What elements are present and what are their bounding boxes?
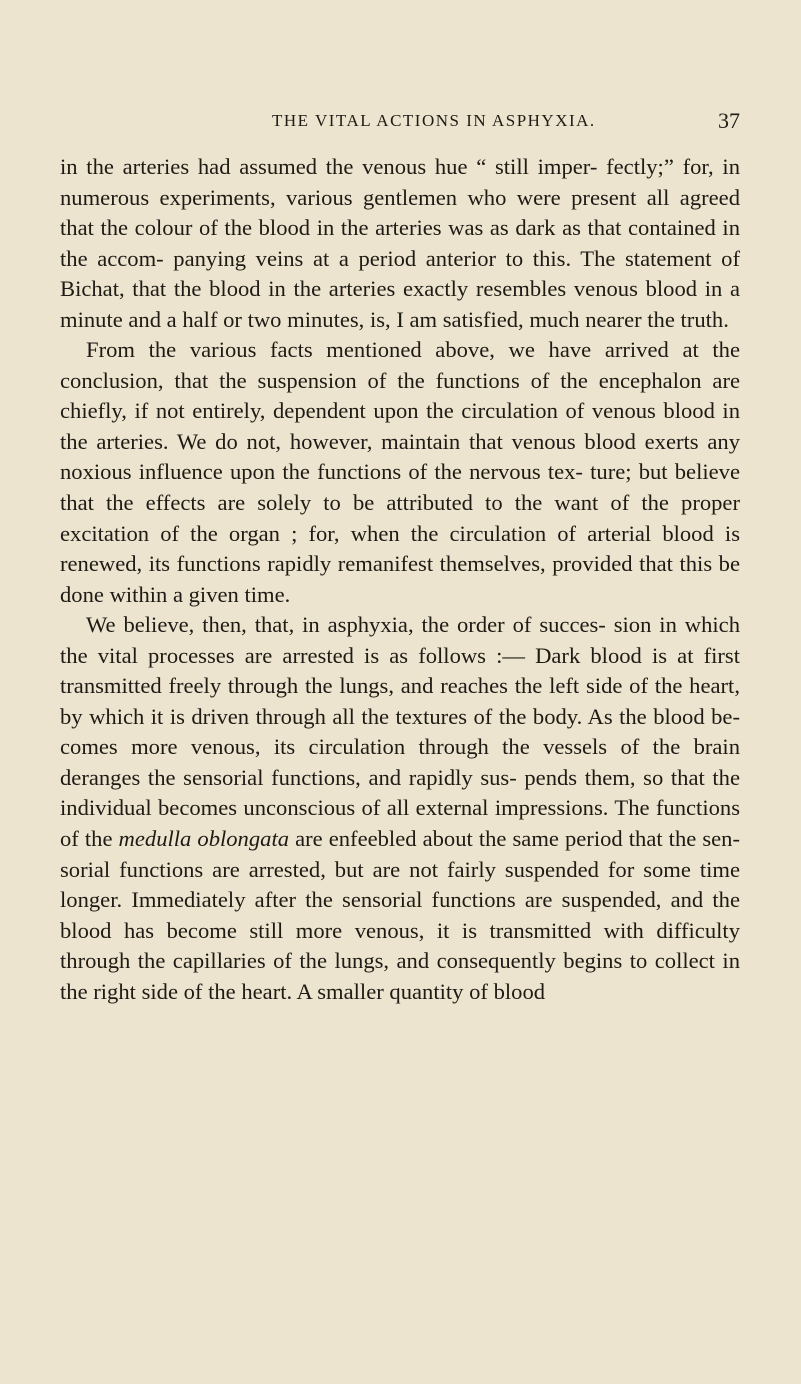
body-text xyxy=(60,152,740,1007)
page-number: 37 xyxy=(718,108,740,133)
running-title: THE VITAL ACTIONS IN ASPHYXIA. xyxy=(272,111,596,130)
paragraph-text-part: are enfeebled about the same period that the sen- sorial functions are arrested, but are not fairly suspended for some time longer. Immediately after the sensorial functions are suspended, and the blood has become still more venous, it is transmitted with difficulty through the capillaries of the lungs, and consequently begins to collect in the right side of the heart. A smaller quantity of blood xyxy=(60,826,740,1004)
paragraph-conclusion: From the various facts mentioned above, we have arrived at the conclusion, that the suspension of the functions of the encephalon are chiefly, if not entirely, dependent upon the circulation of venous blood in the arteries. We do not, however, maintain that venous blood exerts any noxious influence upon the functions of the nervous tex- ture; but believe that the effects are solely to be attributed to the want of the proper excitation of the organ ; for, when the circulation of arterial blood is renewed, its functions rapidly remanifest themselves, provided that this be done within a given time. xyxy=(60,337,740,607)
paragraph-continued: in the arteries had assumed the venous hue “ still imper- fectly;” for, in numerous experiments, various gentlemen who were present all agreed that the colour of the blood in the arteries was as dark as that contained in the accom- panying veins at a period anterior to this. The statement of Bichat, that the blood in the arteries exactly resembles venous blood in a minute and a half or two minutes, is, I am satisfied, much nearer the truth. xyxy=(60,154,740,332)
paragraph-text-part: We believe, then, that, in asphyxia, the order of succes- sion in which the vital processes are arrested is as follows :— Dark blood is at first transmitted freely through the lungs, and reaches the left side of the heart, by which it is driven through all the textures of the body. As the blood be- comes more venous, its circulation through the vessels of the brain deranges the sensorial functions, and rapidly sus- pends them, so that the individual becomes unconscious of all external impressions. The functions of the xyxy=(60,612,740,852)
running-head xyxy=(60,108,740,141)
italic-term: medulla oblongata xyxy=(118,826,290,852)
paragraph-order-of-succession xyxy=(60,610,740,1007)
